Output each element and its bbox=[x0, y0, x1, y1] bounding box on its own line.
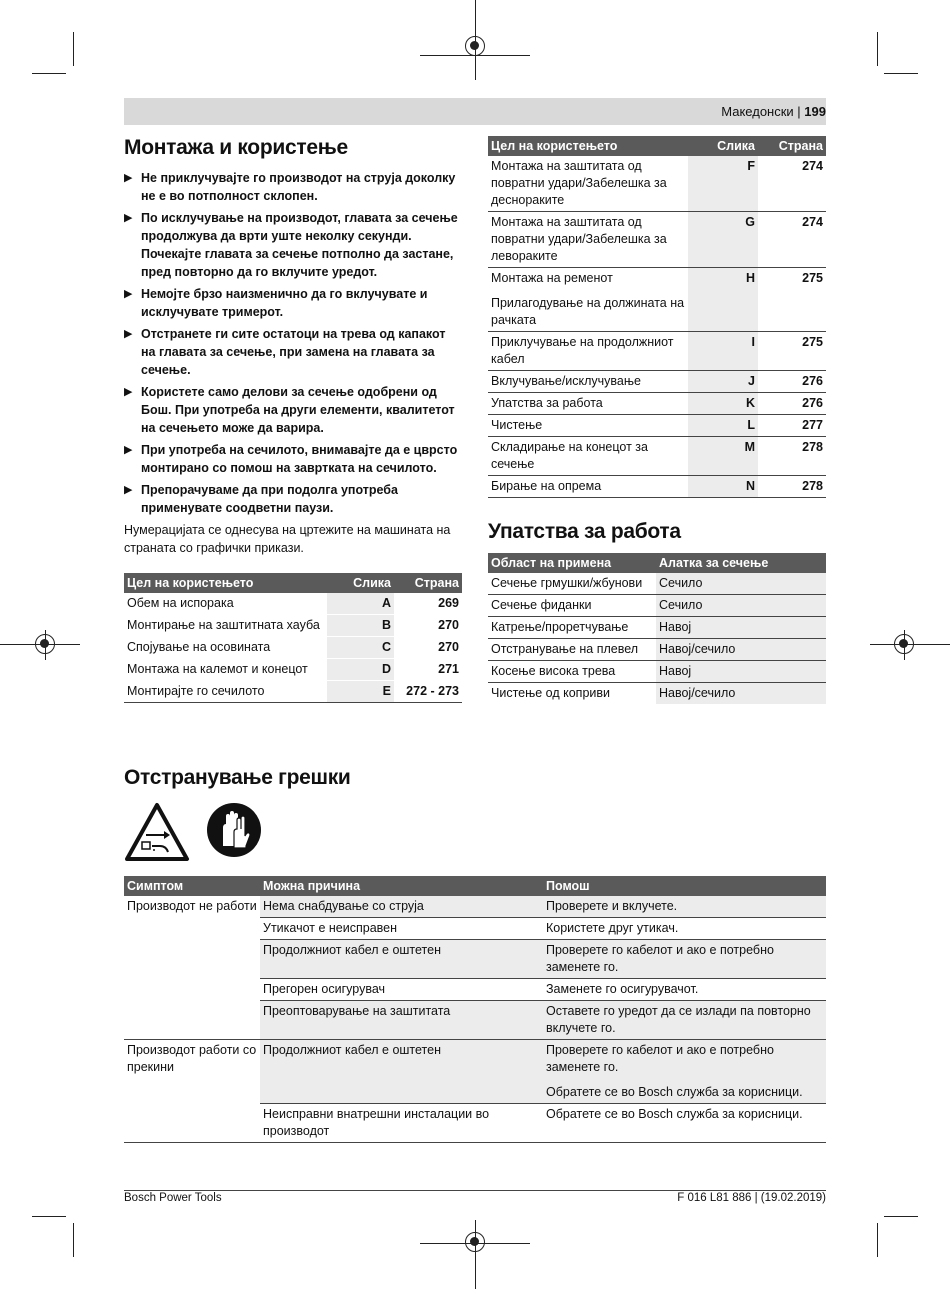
table-row: Упатства за работа K 276 bbox=[488, 393, 826, 415]
table-row: Монтажа на ременот H 275 bbox=[488, 268, 826, 294]
registration-mark bbox=[465, 1232, 485, 1252]
page-header: Македонски | 199 bbox=[721, 104, 826, 119]
warning-item: ▶ Препорачуваме да при подолга употреба применувате соодветни паузи. bbox=[124, 483, 398, 515]
column-header: Цел на користењето bbox=[124, 573, 327, 593]
column-header: Симптом bbox=[124, 876, 260, 896]
crop-mark bbox=[73, 32, 74, 66]
table-row: Сечење грмушки/жбунови Сечило bbox=[488, 573, 826, 595]
left-column bbox=[124, 136, 462, 703]
safety-icons bbox=[124, 802, 826, 862]
arrow-bullet-icon: ▶ bbox=[124, 484, 133, 496]
footer-doc-id: F 016 L81 886 | (19.02.2019) bbox=[677, 1192, 826, 1204]
column-header: Област на примена bbox=[488, 553, 656, 573]
table-row: Вклучување/исклучување J 276 bbox=[488, 371, 826, 393]
table-row: Производот работи со прекини Продолжниот кабел е оштетен Проверете го кабелот и ако е потребно заменете го. bbox=[124, 1040, 826, 1083]
purpose-table-right bbox=[488, 136, 826, 498]
table-row: Прегорен осигурувач Заменете го осигурувачот. bbox=[124, 979, 826, 1001]
column-header: Алатка за сечење bbox=[656, 553, 826, 573]
troubleshooting-title: Отстранување грешки bbox=[124, 766, 351, 789]
table-row: Обем на испорака A 269 bbox=[124, 593, 462, 615]
registration-mark bbox=[35, 634, 55, 654]
column-header: Страна bbox=[394, 573, 462, 593]
warning-item: ▶ Отстранете ги сите остатоци на трева од капакот на главата за сечење, при замена на главата за сечење. bbox=[124, 327, 446, 377]
table-row: Приклучување на продолжниот кабел I 275 bbox=[488, 332, 826, 371]
crop-mark bbox=[877, 32, 878, 66]
registration-line bbox=[475, 1220, 476, 1289]
registration-mark bbox=[465, 36, 485, 56]
warning-item: ▶ Не приклучувајте го производот на струја доколку не е во потполност склопен. bbox=[124, 171, 456, 203]
column-header: Помош bbox=[543, 876, 826, 896]
warning-item: ▶ Користете само делови за сечење одобрени од Бош. При употреба на други елементи, квалитетот на сечењето може да варира. bbox=[124, 385, 455, 435]
warning-item: ▶ По исклучување на производот, главата за сечење продолжува да врти уште неколку секунди. Почекајте главата за сечење потполно да застане, пред повторно да го вклучите уредот. bbox=[124, 211, 458, 279]
arrow-bullet-icon: ▶ bbox=[124, 172, 133, 184]
crop-mark bbox=[884, 1216, 918, 1217]
table-row: Монтажа на заштитата од повратни удари/Забелешка за деснораките F 274 bbox=[488, 156, 826, 212]
table-row: Неисправни внатрешни инсталации во производот Обратете се во Bosch служба за корисници. bbox=[124, 1104, 826, 1143]
table-row: Складирање на конецот за сечење M 278 bbox=[488, 437, 826, 476]
registration-mark bbox=[894, 634, 914, 654]
table-row: Обратете се во Bosch служба за корисници. bbox=[124, 1082, 826, 1104]
table-row: Монтажа на заштитата од повратни удари/Забелешка за левораките G 274 bbox=[488, 212, 826, 268]
table-row: Чистење L 277 bbox=[488, 415, 826, 437]
numbering-note: Нумерацијата се однесува на цртежите на машината на страната со графички прикази. bbox=[124, 523, 451, 555]
table-row: Косење висока трева Навој bbox=[488, 661, 826, 683]
table-row: Монтирајте го сечилото E 272 - 273 bbox=[124, 681, 462, 703]
table-row: Монтирање на заштитната хауба B 270 bbox=[124, 615, 462, 637]
work-instructions-title: Упатства за работа bbox=[488, 520, 681, 543]
work-instructions-table bbox=[488, 553, 826, 704]
column-header: Цел на користењето bbox=[488, 136, 688, 156]
troubleshooting-section bbox=[124, 766, 826, 1143]
table-row: Утикачот е неисправен Користете друг утикач. bbox=[124, 918, 826, 940]
warning-item: ▶ Немојте брзо наизменично да го вклучувате и исклучувате тримерот. bbox=[124, 287, 428, 319]
footer-brand: Bosch Power Tools bbox=[124, 1192, 222, 1204]
arrow-bullet-icon: ▶ bbox=[124, 386, 133, 398]
footer-divider bbox=[124, 1190, 826, 1191]
column-header: Слика bbox=[327, 573, 394, 593]
assembly-title: Монтажа и користење bbox=[124, 136, 348, 159]
table-row: Преоптоварување на заштитата Оставете го уредот да се излади па повторно вклучете го. bbox=[124, 1001, 826, 1040]
column-header: Слика bbox=[688, 136, 758, 156]
warning-item: ▶ При употреба на сечилото, внимавајте да е цврсто монтирано со помош на завртката на сечилото. bbox=[124, 443, 458, 475]
crop-mark bbox=[877, 1223, 878, 1257]
table-row: Катрење/проретчување Навој bbox=[488, 617, 826, 639]
crop-mark bbox=[884, 73, 918, 74]
table-row: Монтажа на калемот и конецот D 271 bbox=[124, 659, 462, 681]
table-row: Бирање на опрема N 278 bbox=[488, 476, 826, 498]
table-row: Сечење фиданки Сечило bbox=[488, 595, 826, 617]
troubleshooting-table bbox=[124, 876, 826, 1143]
arrow-bullet-icon: ▶ bbox=[124, 212, 133, 224]
assembly-warnings bbox=[124, 169, 462, 517]
table-row: Продолжниот кабел е оштетен Проверете го кабелот и ако е потребно заменете го. bbox=[124, 940, 826, 979]
page-number: 199 bbox=[804, 104, 826, 119]
crop-mark bbox=[32, 73, 66, 74]
column-header: Страна bbox=[758, 136, 826, 156]
table-row: Чистење од коприви Навој/сечило bbox=[488, 683, 826, 705]
table-row: Отстранување на плевел Навој/сечило bbox=[488, 639, 826, 661]
crop-mark bbox=[32, 1216, 66, 1217]
arrow-bullet-icon: ▶ bbox=[124, 328, 133, 340]
arrow-bullet-icon: ▶ bbox=[124, 288, 133, 300]
unplug-warning-icon bbox=[124, 802, 190, 862]
purpose-table-left bbox=[124, 573, 462, 703]
gloves-icon bbox=[206, 802, 262, 858]
table-row: Производот не работи Нема снабдување со струја Проверете и вклучете. bbox=[124, 896, 826, 918]
column-header: Можна причина bbox=[260, 876, 543, 896]
crop-mark bbox=[73, 1223, 74, 1257]
arrow-bullet-icon: ▶ bbox=[124, 444, 133, 456]
table-row: Прилагодување на должината на рачката bbox=[488, 293, 826, 332]
right-column bbox=[488, 136, 826, 704]
table-row: Спојување на осовината C 270 bbox=[124, 637, 462, 659]
header-language: Македонски bbox=[721, 104, 794, 119]
